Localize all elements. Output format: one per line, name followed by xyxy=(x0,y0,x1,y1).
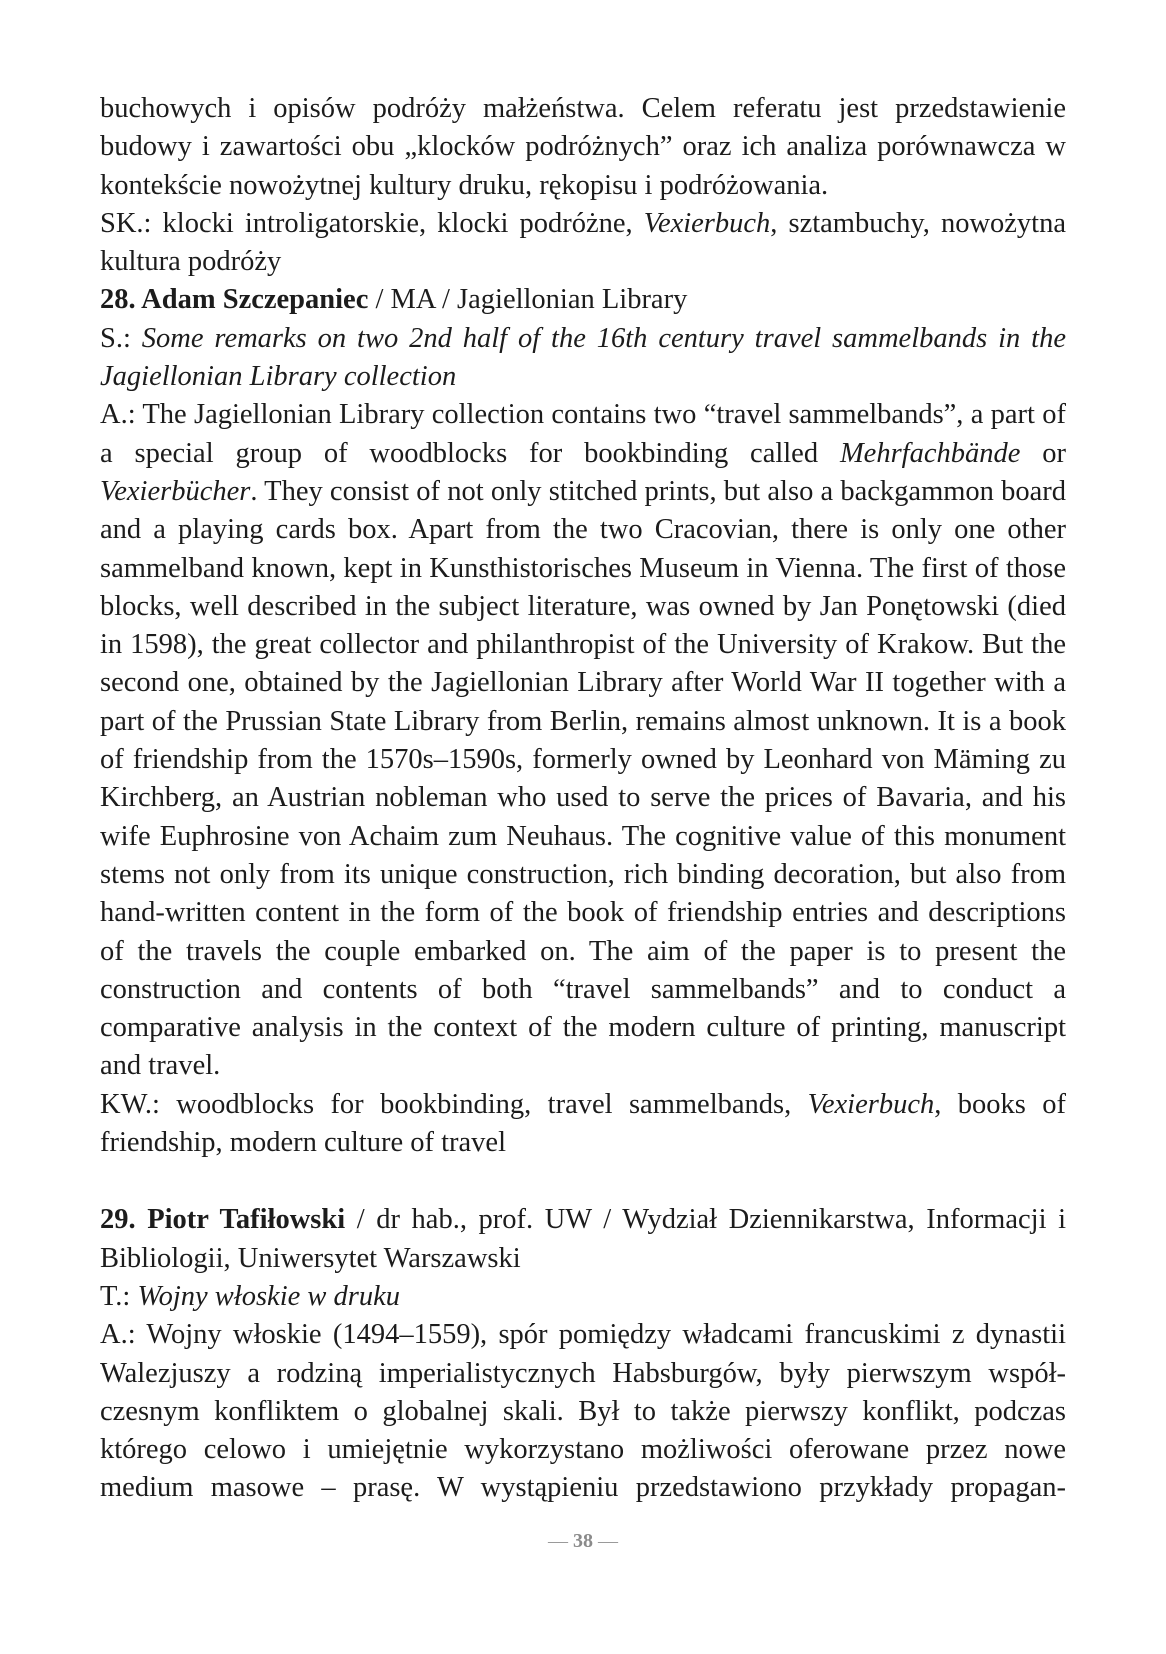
document-body xyxy=(100,90,1066,1508)
entry-28-heading xyxy=(100,281,1066,319)
entry-29-title-label: T.: xyxy=(100,1280,138,1312)
entry-separator xyxy=(100,1162,1066,1201)
keywords-text: SK.: klocki introligatorskie, klocki podróżne, xyxy=(100,207,644,239)
entry-28-abstract-start: A.: The Jagiellonian Library collection contains two “travel sammelbands”, a part of a special group of woodblocks for bookbinding called xyxy=(100,399,1066,469)
continuation-paragraph: buchowych i opisów podróży małżeństwa. Celem referatu jest przedstawienie budowy i zawartości obu „klocków podróżnych” oraz ich analiza porównawcza w kontekście nowożytnej kultury druku, rękopisu i podróżowania. xyxy=(100,93,1066,201)
entry-28-subject-title: Some remarks on two 2nd half of the 16th century travel sammelbands in the Jagiellonian Library collection xyxy=(100,322,1066,393)
keywords-text-end: , sztambuchy, nowożytna kultura podróży xyxy=(100,207,1066,278)
page-footer xyxy=(0,1530,1166,1553)
entry-28-affiliation: / MA / Jagiellonian Library xyxy=(368,284,688,316)
entry-29-affiliation: / dr hab., prof. UW / Wydział Dziennikarstwa, Informacji i Bibliologii, Uniwersytet Warszawski xyxy=(100,1204,1066,1274)
entry-29-name: 29. Piotr Tafiłowski xyxy=(100,1204,346,1236)
entry-29-heading xyxy=(100,1201,1066,1278)
keywords-italic: Vexierbuch xyxy=(643,207,771,239)
entry-29-title xyxy=(100,1278,1066,1316)
entry-28-abstract-italic-1: Mehrfachbände xyxy=(839,437,1021,469)
entry-28-abstract xyxy=(100,396,1066,1085)
keywords-paragraph xyxy=(100,205,1066,282)
entry-29-abstract: A.: Wojny włoskie (1494–1559), spór pomiędzy władcami francuskimi z dynastii Walezjuszy a rodziną imperialistycznych Habsburgów, były pierwszym współczesnym konfliktem o globalnej skali. Był to także pierwszy konflikt, podczas którego celowo i umiejętnie wykorzystano możliwości oferowane przez nowe medium masowe – prasę. W wystąpieniu przedstawiono przykłady propagan- xyxy=(100,1319,1066,1504)
entry-28-keywords-start: KW.: woodblocks for bookbinding, travel sammelbands, xyxy=(100,1088,808,1120)
entry-28-keywords-italic: Vexierbuch xyxy=(807,1088,935,1120)
entry-28-name: 28. Adam Szczepaniec xyxy=(100,284,369,316)
footer-dash-left: — xyxy=(548,1530,568,1552)
entry-28-abstract-mid: or xyxy=(1020,437,1066,469)
footer-dash-right: — xyxy=(598,1530,618,1552)
entry-28-abstract-end: . They consist of not only stitched prints, but also a backgammon board and a playing cards box. Apart from the two Cracovian, there is only one other sammelband known, kept in Kunsthistorisches Museum in Vienna. The first of those blocks, well described in the subject literature, was owned by Jan Ponętowski (died in 1598), the great collector and philanthropist of the University of Krakow. But the second one, obtained by the Jagiellonian Library after World War II together with a part of the Prussian State Library from Berlin, remains almost unknown. It is a book of friendship from the 1570s–1590s, formerly owned by Leonhard von Mäming zu Kirchberg, an Austrian nobleman who used to serve the prices of Bavaria, and his wife Euphrosine von Achaim zum Neuhaus. The cognitive value of this monument stems not only from its unique construction, rich binding decoration, but also from hand-written content in the form of the book of friendship entries and descriptions of the travels the couple embarked on. The aim of the paper is to present the construction and contents of both “travel sammelbands” and to conduct a comparative analysis in the context of the modern culture of printing, manuscript and travel. xyxy=(100,475,1066,1082)
page-number: 38 xyxy=(573,1530,593,1552)
entry-28-abstract-italic-2: Vexierbücher xyxy=(100,475,251,507)
entry-28-keywords xyxy=(100,1086,1066,1163)
entry-29-title-text: Wojny włoskie w druku xyxy=(137,1280,401,1312)
entry-28-subject-label: S.: xyxy=(100,322,142,354)
entry-28-keywords-end: , books of friendship, modern culture of travel xyxy=(100,1088,1066,1159)
entry-28-subject xyxy=(100,320,1066,397)
